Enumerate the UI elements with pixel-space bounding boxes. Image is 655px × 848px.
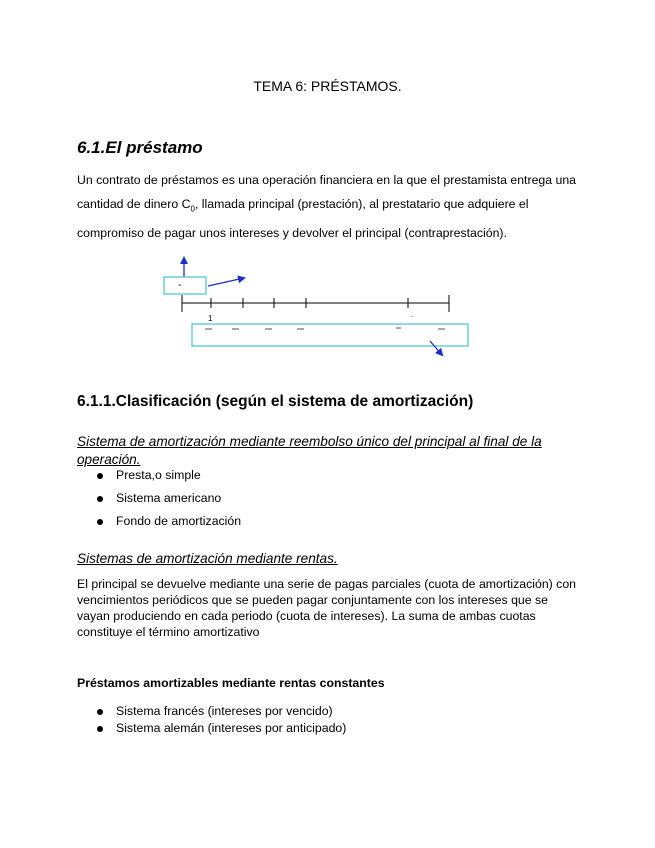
list-item: Sistema francés (intereses por vencido) (95, 703, 346, 720)
principal-label: - (178, 280, 182, 291)
constant-rents-list (95, 703, 346, 737)
right-arrow-icon (208, 278, 244, 286)
list-item: Sistema americano (95, 487, 241, 510)
rents-paragraph: El principal se devuelve mediante una serie de pagas parciales (cuota de amortización) con vencimientos periódicos que se pueden pagar conjuntamente con los intereses que se vayan produciendo en cada periodo (cuota de intereses). La suma de ambas cuotas constituye el término amortizativo (77, 577, 576, 639)
tick-label-last: . (411, 310, 414, 319)
intro-paragraph (77, 168, 577, 245)
page-title: TEMA 6: PRÉSTAMOS. (253, 78, 402, 94)
intro-text-start: Un contrato de préstamos es una operación financiera en la que el prestamista entrega una cantidad de dinero C (77, 173, 577, 211)
loan-timeline-diagram (150, 250, 490, 360)
down-arrow-icon (430, 341, 442, 355)
list-item: Sistema alemán (intereses por anticipado) (95, 720, 346, 737)
single-repayment-list (95, 464, 241, 533)
section-heading: 6.1.El préstamo (77, 138, 203, 157)
single-repayment-heading-line2: operación. (77, 452, 141, 467)
intro-subscript: 0 (190, 204, 195, 214)
payments-box (192, 324, 468, 346)
principal-box (164, 277, 206, 294)
list-item: Presta,o simple (95, 464, 241, 487)
tick-label-first: 1 (208, 314, 213, 323)
payment-marks (205, 328, 445, 329)
intro-text-end: , llamada principal (prestación), al prestatario que adquiere el compromiso de pagar unos intereses y devolver el principal (contraprestación). (77, 197, 529, 241)
time-axis (182, 295, 449, 312)
constant-rents-heading: Préstamos amortizables mediante rentas constantes (77, 676, 385, 690)
rents-heading: Sistemas de amortización mediante rentas. (77, 551, 338, 566)
list-item: Fondo de amortización (95, 510, 241, 533)
classification-heading: 6.1.1.Clasificación (según el sistema de amortización) (77, 393, 474, 410)
single-repayment-heading-line1: Sistema de amortización mediante reembolso único del principal al final de la (77, 434, 542, 449)
